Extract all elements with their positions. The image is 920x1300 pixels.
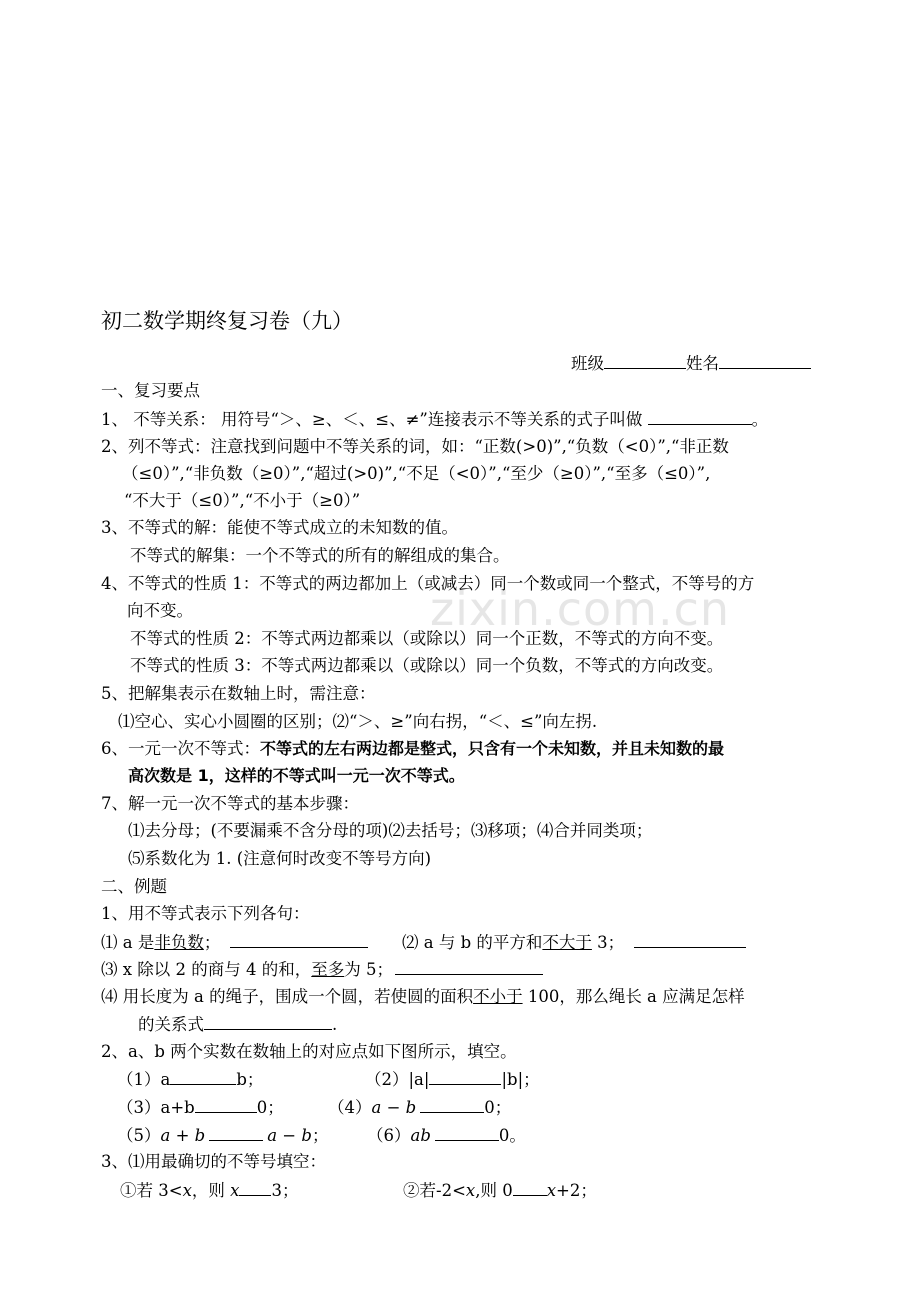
question-2-stem: 2、a、b 两个实数在数轴上的对应点如下图所示，填空。 bbox=[101, 1042, 517, 1061]
point-7-line-2: ⑴去分母；(不要漏乘不含分母的项)⑵去括号；⑶移项；⑷合并同类项； bbox=[128, 821, 653, 840]
point-2-line-1: 2、列不等式：注意找到问题中不等关系的词，如：“正数(>0)”,“负数（<0）”,“非正数 bbox=[101, 437, 729, 456]
q1-i4b-end: . bbox=[332, 1015, 338, 1034]
q2-i1-end: b； bbox=[236, 1070, 264, 1089]
point-1-end: 。 bbox=[751, 410, 769, 429]
q1-i4-keyword: 不小于 bbox=[473, 987, 523, 1006]
q2-i5-end: ； bbox=[311, 1126, 329, 1145]
q3-i2-var-2: x bbox=[546, 1181, 557, 1200]
question-2-item-3 bbox=[117, 1096, 284, 1119]
q2-i6-text: （6） bbox=[367, 1126, 411, 1145]
q2-i2-blank[interactable] bbox=[429, 1068, 501, 1085]
point-7-line-3: ⑸系数化为 1. (注意何时改变不等号方向) bbox=[128, 849, 432, 868]
q1-i3-blank[interactable] bbox=[395, 958, 543, 975]
q2-i2-text: （2）|a| bbox=[365, 1070, 430, 1089]
q2-i3-text: （3）a+b bbox=[117, 1098, 195, 1117]
q3-i1-mid: ，则 bbox=[191, 1181, 231, 1200]
q2-i6-blank[interactable] bbox=[435, 1124, 499, 1141]
point-6-line-2: 高次数是 1，这样的不等式叫一元一次不等式。 bbox=[128, 766, 465, 785]
page-title: 初二数学期终复习卷（九） bbox=[101, 309, 353, 333]
q2-i5-text: （5） bbox=[117, 1126, 161, 1145]
q1-i4-text: ⑷ 用长度为 a 的绳子，围成一个圆，若使圆的面积 bbox=[101, 987, 474, 1006]
q1-i2-text: ⑵ a 与 b 的平方和 bbox=[402, 933, 543, 952]
q3-i2-mid: ,则 0 bbox=[475, 1181, 513, 1200]
question-2-item-2 bbox=[365, 1068, 540, 1091]
q3-i2-var-1: x bbox=[465, 1181, 476, 1200]
point-4-line-2: 向不变。 bbox=[127, 601, 193, 620]
question-2-item-5 bbox=[117, 1124, 328, 1147]
section-heading-review: 一、复习要点 bbox=[101, 381, 200, 400]
question-2-item-6 bbox=[367, 1124, 526, 1147]
q2-i2-end: |b|； bbox=[501, 1070, 540, 1089]
q1-i1-end: ； bbox=[203, 933, 221, 952]
q3-i1-var-1: x bbox=[182, 1181, 192, 1200]
q1-i3-text: ⑶ x 除以 2 的商与 4 的和， bbox=[101, 960, 312, 979]
name-blank[interactable] bbox=[719, 352, 811, 369]
question-2-item-4 bbox=[328, 1096, 511, 1119]
class-blank[interactable] bbox=[604, 352, 686, 369]
q3-i2-blank[interactable] bbox=[513, 1179, 547, 1196]
q2-i3-blank[interactable] bbox=[195, 1096, 257, 1113]
point-1-blank[interactable] bbox=[648, 408, 752, 425]
q1-i4b-text: 的关系式 bbox=[138, 1015, 204, 1034]
class-label: 班级 bbox=[571, 354, 604, 373]
q1-i1-text: ⑴ a 是 bbox=[101, 933, 155, 952]
watermark: zixin.com.cn bbox=[430, 582, 731, 636]
question-3-item-2 bbox=[403, 1179, 597, 1202]
q1-i1-blank[interactable] bbox=[230, 931, 368, 948]
q3-i2-end: +2； bbox=[556, 1181, 597, 1200]
question-1-item-2 bbox=[402, 931, 746, 954]
q2-i3-end: 0； bbox=[256, 1098, 284, 1117]
q3-i2-text: ②若-2< bbox=[403, 1181, 466, 1200]
point-5-line-1: 5、把解集表示在数轴上时，需注意： bbox=[101, 684, 376, 703]
point-5-line-2: ⑴空心、实心小圆圈的区别；⑵“＞、≥”向右拐，“＜、≤”向左拐. bbox=[118, 712, 598, 731]
question-3-item-1 bbox=[120, 1179, 298, 1202]
point-2-line-2: （≤0）”,“非负数（≥0）”,“超过(>0)”,“不足（<0）”,“至少（≥0）”,“至多（≤0）”, bbox=[122, 464, 711, 483]
q3-i1-end: 3； bbox=[271, 1181, 299, 1200]
point-1 bbox=[101, 408, 768, 431]
q1-i2-end: 3； bbox=[591, 933, 625, 952]
q3-i1-var-2: x bbox=[230, 1181, 240, 1200]
q2-i4-text: （4） bbox=[328, 1098, 372, 1117]
point-3-line-1: 3、不等式的解：能使不等式成立的未知数的值。 bbox=[101, 518, 458, 537]
point-6-definition: 不等式的左右两边都是整式，只含有一个未知数，并且未知数的最 bbox=[260, 739, 725, 758]
point-6-line-1 bbox=[101, 738, 724, 760]
q2-i1-blank[interactable] bbox=[170, 1068, 236, 1085]
q3-i1-blank[interactable] bbox=[239, 1179, 271, 1196]
q1-i4-blank[interactable] bbox=[204, 1013, 332, 1030]
q3-i1-text: ①若 3< bbox=[120, 1181, 183, 1200]
question-3-stem: 3、⑴用最确切的不等号填空： bbox=[101, 1152, 326, 1171]
q1-i1-keyword: 非负数 bbox=[154, 933, 204, 952]
question-1-item-3 bbox=[101, 958, 543, 981]
point-4-line-3: 不等式的性质 2：不等式两边都乘以（或除以）同一个正数，不等式的方向不变。 bbox=[130, 629, 724, 648]
point-4-line-4: 不等式的性质 3：不等式两边都乘以（或除以）同一个负数，不等式的方向改变。 bbox=[130, 656, 724, 675]
q1-i2-keyword: 不大于 bbox=[542, 933, 592, 952]
q2-i4-math: a − b bbox=[371, 1098, 417, 1117]
question-1-stem: 1、用不等式表示下列各句： bbox=[101, 904, 310, 923]
question-1-item-4-cont bbox=[138, 1013, 337, 1036]
q2-i1-text: （1）a bbox=[117, 1070, 171, 1089]
question-2-item-1 bbox=[117, 1068, 263, 1091]
q1-i3-end: 为 5； bbox=[344, 960, 394, 979]
q1-i4-end: 100，那么绳长 a 应满足怎样 bbox=[522, 987, 745, 1006]
q2-i4-blank[interactable] bbox=[420, 1096, 484, 1113]
q2-i5-math-2: a − b bbox=[267, 1126, 312, 1145]
q2-i4-end: 0； bbox=[484, 1098, 512, 1117]
point-4-line-1: 4、不等式的性质 1：不等式的两边都加上（或减去）同一个数或同一个整式，不等号的方 bbox=[101, 574, 755, 593]
q1-i3-keyword: 至多 bbox=[311, 960, 345, 979]
q1-i2-blank[interactable] bbox=[634, 931, 746, 948]
point-3-line-2: 不等式的解集：一个不等式的所有的解组成的集合。 bbox=[130, 546, 510, 565]
q2-i6-math: ab bbox=[410, 1126, 431, 1145]
q2-i5-blank[interactable] bbox=[209, 1124, 263, 1141]
point-1-text: 1、 不等关系： 用符号“＞、≥、＜、≤、≠”连接表示不等关系的式子叫做 bbox=[101, 410, 648, 429]
point-7-line-1: 7、解一元一次不等式的基本步骤： bbox=[101, 794, 359, 813]
q2-i5-math-1: a + b bbox=[160, 1126, 206, 1145]
section-heading-examples: 二、例题 bbox=[101, 877, 167, 896]
name-label: 姓名 bbox=[686, 354, 719, 373]
student-info-line bbox=[571, 352, 811, 375]
point-2-line-3: “不大于（≤0）”,“不小于（≥0）” bbox=[124, 491, 361, 510]
q2-i6-end: 0。 bbox=[498, 1126, 526, 1145]
question-1-item-1 bbox=[101, 931, 368, 954]
point-6-prefix: 6、一元一次不等式： bbox=[101, 739, 260, 758]
question-1-item-4 bbox=[101, 986, 745, 1008]
